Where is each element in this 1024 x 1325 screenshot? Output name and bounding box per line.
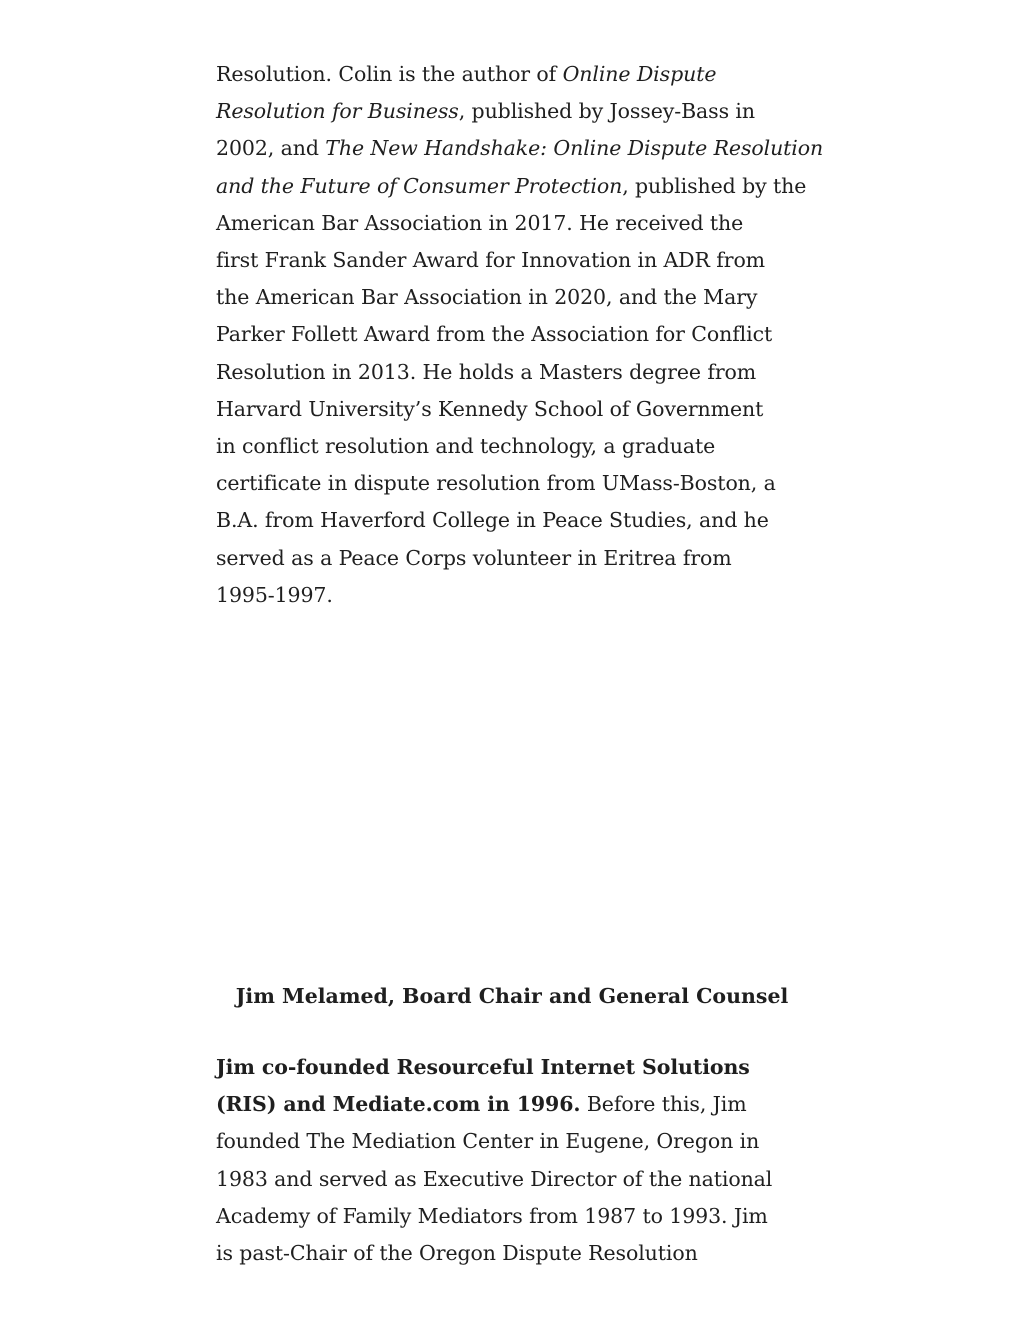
clipped-previous-line <box>216 20 816 48</box>
colin-bio-line <box>216 465 816 502</box>
jim-bio-line <box>216 1049 816 1086</box>
colin-bio-line <box>216 130 824 167</box>
text-run: first Frank Sander Award for Innovation in ADR from <box>216 248 766 273</box>
colin-bio-line <box>216 428 816 465</box>
colin-bio-paragraph <box>216 56 824 614</box>
text-run: Parker Follett Award from the Association for Conflict <box>216 322 773 347</box>
text-run: Academy of Family Mediators from 1987 to 1993. Jim <box>216 1203 768 1228</box>
colin-bio-line <box>216 391 816 428</box>
colin-bio-line <box>216 93 816 130</box>
text-run: American Bar Association in 2017. He received the <box>216 210 744 235</box>
text-run: founded The Mediation Center in Eugene, Oregon in <box>216 1129 760 1154</box>
jim-bio-line <box>216 1123 816 1160</box>
text-run: 1983 and served as Executive Director of the national <box>216 1166 773 1191</box>
text-run: Before this, Jim <box>580 1092 747 1117</box>
colin-bio-line <box>216 168 816 205</box>
text-run: , published by Jossey-Bass in <box>458 99 755 124</box>
colin-bio-line <box>216 354 816 391</box>
text-run: Resolution in 2013. He holds a Masters degree from <box>216 359 757 384</box>
colin-bio-line <box>216 577 816 614</box>
bold-text: (RIS) and Mediate.com in 1996. <box>216 1092 581 1117</box>
colin-bio-line <box>216 502 816 539</box>
jim-bio-line <box>216 1161 816 1198</box>
jim-bio-paragraph <box>216 1049 816 1272</box>
text-run: certificate in dispute resolution from UMass-Boston, a <box>216 471 776 496</box>
colin-bio-line <box>216 242 816 279</box>
jim-bio-line <box>216 1198 816 1235</box>
text-run: served as a Peace Corps volunteer in Eritrea from <box>216 545 732 570</box>
text-run: 1995-1997. <box>216 582 333 607</box>
colin-bio-line <box>216 279 816 316</box>
colin-bio-line <box>216 56 816 93</box>
jim-bio-line <box>216 1235 816 1272</box>
text-run: , published by the <box>622 173 807 198</box>
text-run: the American Bar Association in 2020, and the Mary <box>216 285 758 310</box>
text-run: Resolution. Colin is the author of <box>216 62 563 86</box>
text-run: Harvard University’s Kennedy School of Government <box>216 396 764 421</box>
italic-text: Resolution for Business <box>216 99 459 124</box>
text-run: in conflict resolution and technology, a graduate <box>216 434 716 459</box>
colin-bio-line <box>216 205 816 242</box>
text-run: is past-Chair of the Oregon Dispute Resolution <box>216 1241 698 1266</box>
colin-bio-line <box>216 316 816 353</box>
italic-text: The New Handshake: Online Dispute Resolution <box>325 136 824 161</box>
jim-bio-line <box>216 1086 816 1123</box>
italic-text: and the Future of Consumer Protection <box>216 173 623 198</box>
text-run: B.A. from Haverford College in Peace Studies, and he <box>216 508 769 533</box>
italic-text: Online Dispute <box>562 62 717 86</box>
bold-text: Jim co-founded Resourceful Internet Solutions <box>216 1055 750 1079</box>
jim-section-heading: Jim Melamed, Board Chair and General Counsel <box>235 984 789 1008</box>
colin-bio-line <box>216 540 816 577</box>
text-run: 2002, and <box>216 136 326 161</box>
